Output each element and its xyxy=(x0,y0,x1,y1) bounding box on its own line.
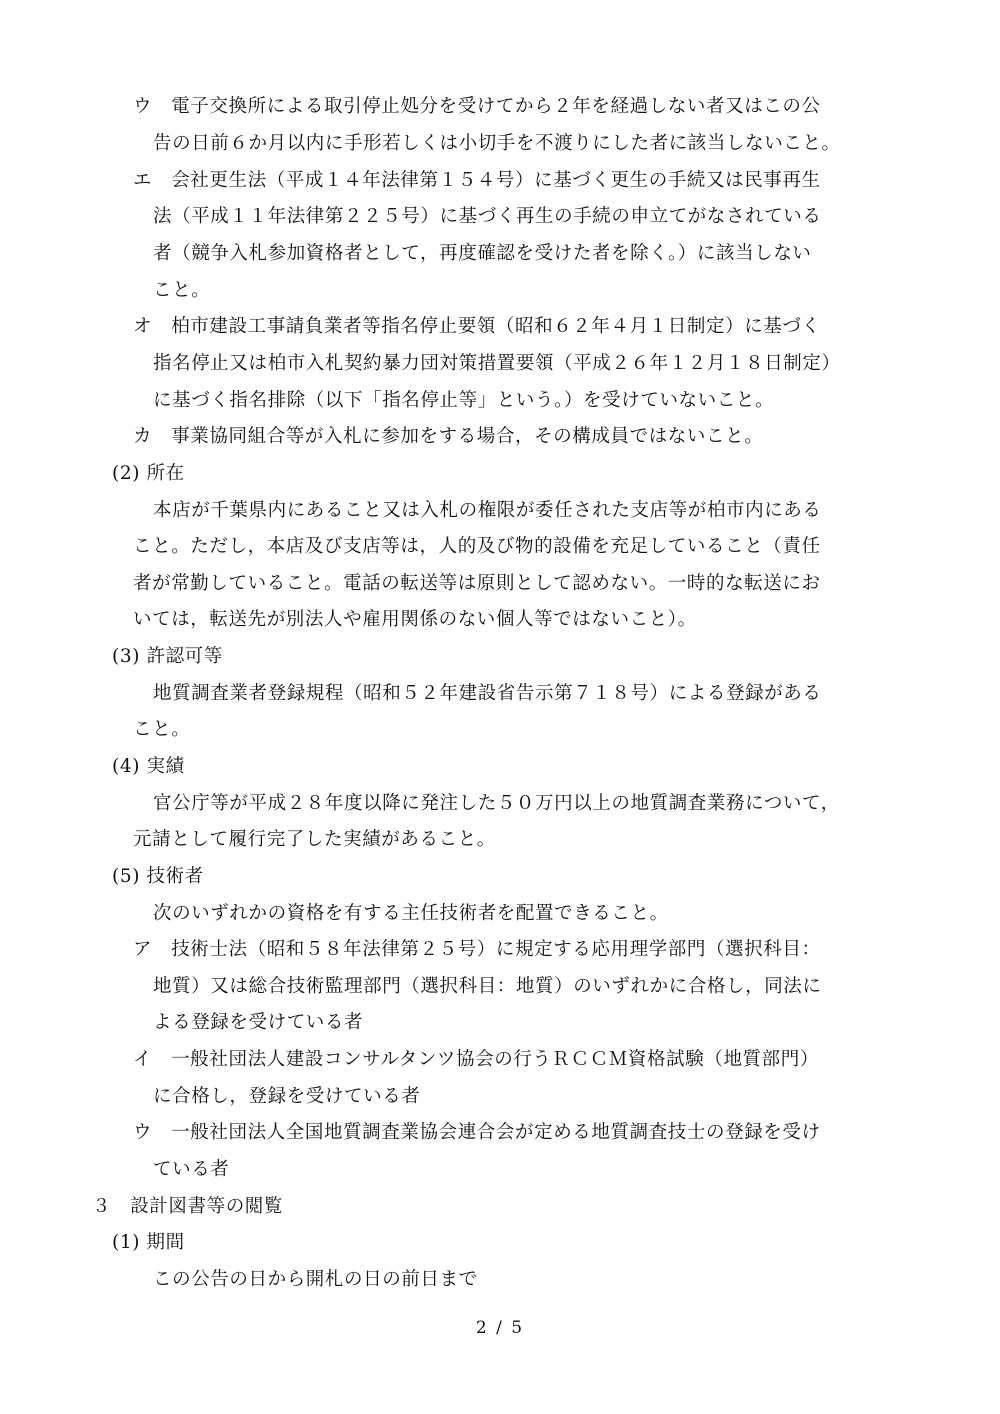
page-number: 2 / 5 xyxy=(475,1318,525,1338)
section-2-heading: (2) 所在 xyxy=(112,463,185,484)
item-ka-line-1: カ 事業協同組合等が入札に参加をする場合，その構成員ではないこと。 xyxy=(133,426,764,447)
item-u-line-2: 告の日前６か月以内に手形若しくは小切手を不渡りにした者に該当しないこと。 xyxy=(153,133,841,154)
item-o-line-2: 指名停止又は柏市入札契約暴力団対策措置要領（平成２６年１２月１８日制定） xyxy=(153,353,841,374)
item-o-line-1: オ 柏市建設工事請負業者等指名停止要領（昭和６２年４月１日制定）に基づく xyxy=(133,316,821,337)
item-o-line-3: に基づく指名排除（以下「指名停止等」という。）を受けていないこと。 xyxy=(153,390,775,411)
item-a-line-1: ア 技術士法（昭和５８年法律第２５号）に規定する応用理学部門（選択科目： xyxy=(133,939,821,960)
section-3-line-2: こと。 xyxy=(133,719,191,740)
item-e-line-2: 法（平成１１年法律第２２５号）に基づく再生の手続の申立てがなされている xyxy=(153,206,822,227)
section-3-heading: (3) 許認可等 xyxy=(112,646,223,667)
section-5-heading: (5) 技術者 xyxy=(112,866,204,887)
item-i-line-1: イ 一般社団法人建設コンサルタンツ協会の行うＲＣＣＭ資格試験（地質部門） xyxy=(133,1049,819,1070)
section-4-line-1: 官公庁等が平成２８年度以降に発注した５０万円以上の地質調査業務について， xyxy=(153,793,840,814)
section-4-heading: (4) 実績 xyxy=(112,756,185,777)
section-2-line-2: こと。ただし，本店及び支店等は，人的及び物的設備を充足していること（責任 xyxy=(133,536,821,557)
item-a-line-3: よる登録を受けている者 xyxy=(153,1012,364,1033)
section-2-line-4: いては，転送先が別法人や雇用関係のない個人等ではないこと）。 xyxy=(133,609,697,630)
item-i-line-2: に合格し，登録を受けている者 xyxy=(153,1086,421,1107)
section-2-line-3: 者が常勤していること。電話の転送等は原則として認めない。一時的な転送にお xyxy=(133,573,821,594)
item-u2-line-2: ている者 xyxy=(153,1159,230,1180)
section-5-line-1: 次のいずれかの資格を有する主任技術者を配置できること。 xyxy=(153,903,669,924)
item-a-line-2: 地質）又は総合技術監理部門（選択科目：地質）のいずれかに合格し，同法に xyxy=(153,976,822,997)
item-e-line-4: こと。 xyxy=(153,280,211,301)
section-2-line-1: 本店が千葉県内にあること又は入札の権限が委任された支店等が柏市内にある xyxy=(153,500,822,521)
chapter-3-heading: ３ 設計図書等の閲覧 xyxy=(92,1196,284,1217)
item-u-line-1: ウ 電子交換所による取引停止処分を受けてから２年を経過しない者又はこの公 xyxy=(133,96,821,117)
section-4-line-2: 元請として履行完了した実績があること。 xyxy=(133,829,496,850)
item-e-line-3: 者（競争入札参加資格者として，再度確認を受けた者を除く。）に該当しない xyxy=(153,243,812,264)
item-e-line-1: エ 会社更生法（平成１４年法律第１５４号）に基づく更生の手続又は民事再生 xyxy=(133,170,821,191)
section-3-line-1: 地質調査業者登録規程（昭和５２年建設省告示第７１８号）による登録がある xyxy=(153,683,822,704)
item-u2-line-1: ウ 一般社団法人全国地質調査業協会連合会が定める地質調査技士の登録を受け xyxy=(133,1122,821,1143)
section-3-1-line-1: この公告の日から開札の日の前日まで xyxy=(153,1269,478,1290)
section-3-1-heading: (1) 期間 xyxy=(112,1232,185,1253)
